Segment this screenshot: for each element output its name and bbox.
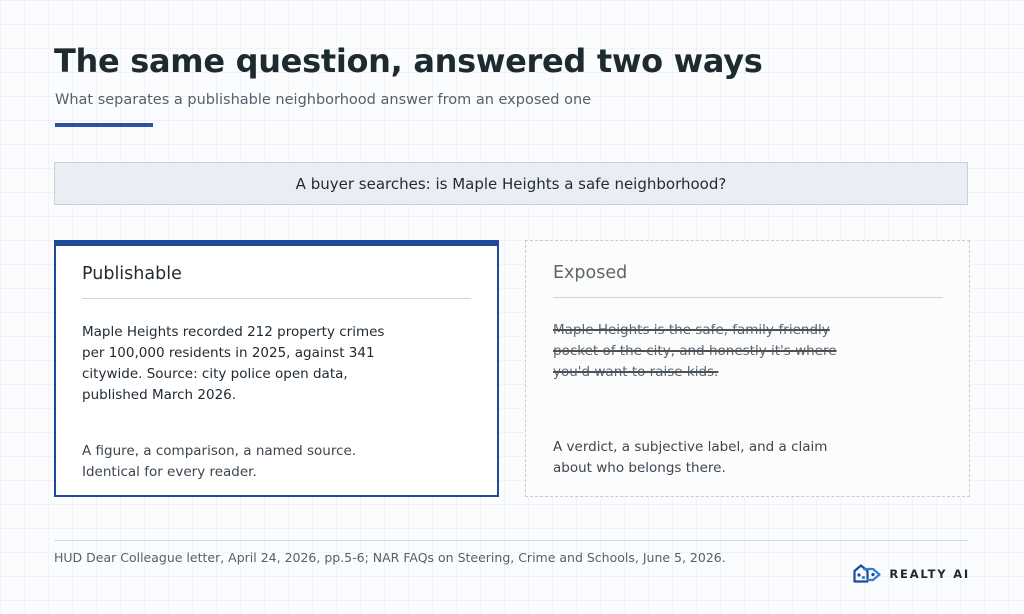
publishable-answer: Maple Heights recorded 212 property crimes per 100,000 residents in 2025, against 341 citywide. Source: city police open data, published March 2026. [82,324,385,403]
exposed-divider [553,297,943,298]
accent-rule [55,123,153,127]
publishable-note: A figure, a comparison, a named source. Identical for every reader. [82,443,357,480]
publishable-heading: Publishable [82,264,182,284]
exposed-heading: Exposed [553,263,628,283]
publishable-divider [82,298,471,299]
brand-name: REALTY AI [889,567,970,581]
brand-mark [852,562,970,586]
page-subtitle: What separates a publishable neighborhood answer from an exposed one [55,92,592,108]
question-text: A buyer searches: is Maple Heights a safe neighborhood? [295,174,727,193]
page-title: The same question, answered two ways [54,42,763,80]
publishable-card [54,240,499,497]
exposed-card [525,240,970,497]
exposed-note: A verdict, a subjective label, and a claim about who belongs there. [553,439,828,476]
source-footnote: HUD Dear Colleague letter, April 24, 2026, pp.5-6; NAR FAQs on Steering, Crime and Schools, June 5, 2026. [54,550,726,565]
question-banner [54,162,968,205]
exposed-answer-struck: Maple Heights is the safe, family-friendly pocket of the city, and honestly it's where you'd want to raise kids. [553,322,837,380]
footer-divider [54,540,968,541]
realty-ai-logo-icon [852,562,882,586]
